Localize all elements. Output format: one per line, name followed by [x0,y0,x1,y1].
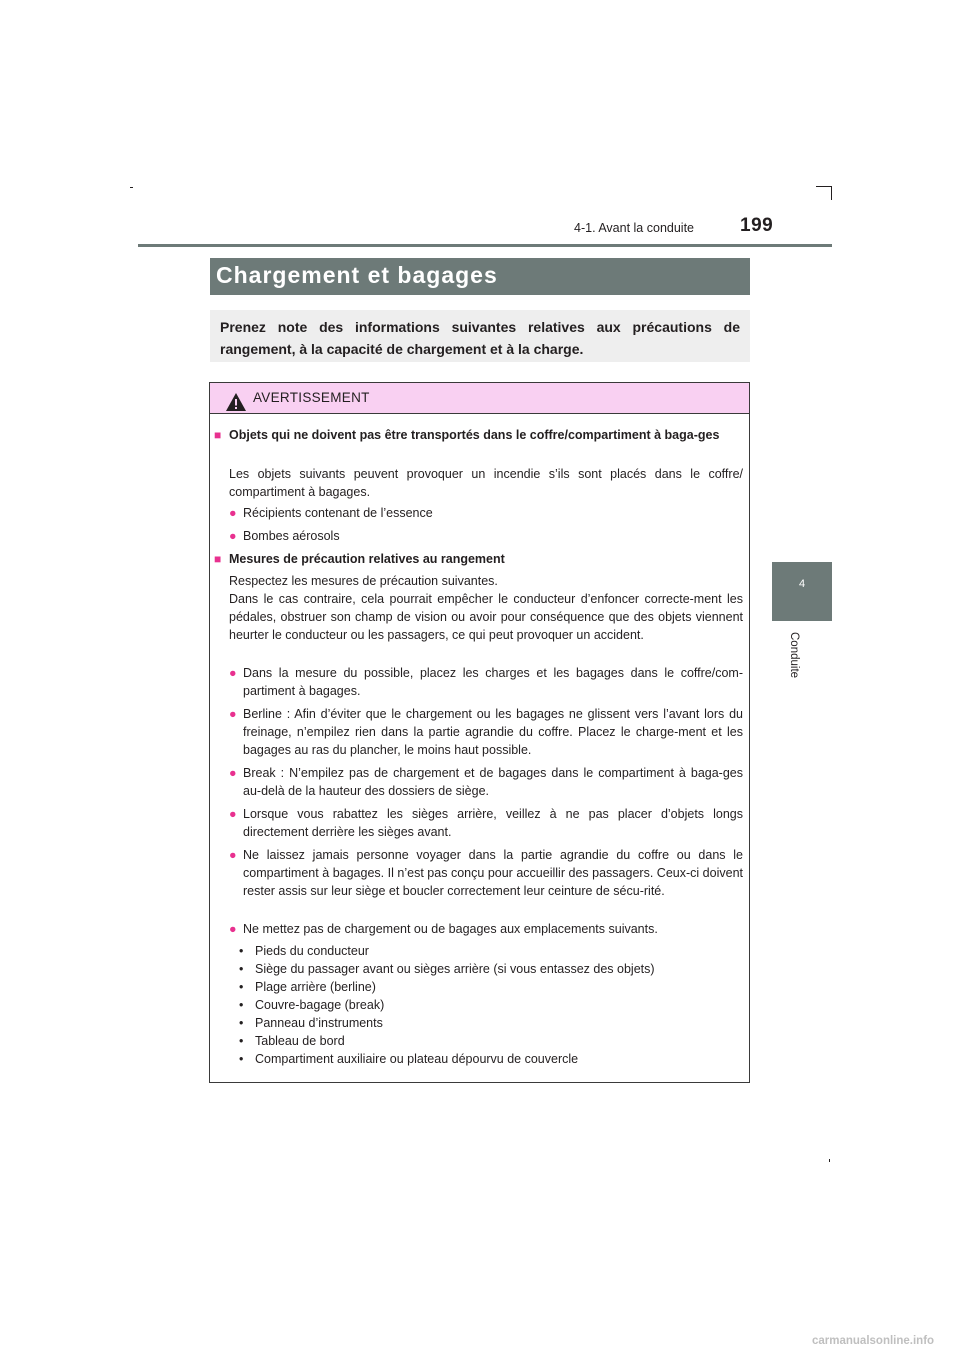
chapter-label [786,632,806,692]
circle-bullet-icon: ● [229,766,237,780]
chapter-label-text: Conduite [788,632,800,679]
crop-mark [831,186,832,200]
warning-header [210,383,749,414]
crop-mark [829,1159,830,1162]
section-text: Les objets suivants peuvent provoquer un incendie s’ils sont placés dans le coffre/ compartiment à bagages. [229,467,743,499]
section-heading: Mesures de précaution relatives au rangement [229,552,505,566]
crop-mark [816,186,832,187]
crop-mark [130,187,133,188]
circle-bullet-icon: ● [229,707,237,721]
circle-bullet-icon: ● [229,529,237,543]
section-text: Respectez les mesures de précaution suivantes. [229,574,498,588]
circle-bullet-icon: ● [229,848,237,862]
header-rule [138,244,832,247]
warning-triangle-icon [225,392,247,412]
circle-bullet-icon: ● [229,506,237,520]
section-heading: Objets qui ne doivent pas être transportés dans le coffre/compartiment à baga-ges [229,428,720,442]
chapter-number: 4 [798,578,806,590]
circle-bullet-icon: ● [229,807,237,821]
page-title: Chargement et bagages [216,262,498,288]
intro-box [210,310,750,362]
section-text: Dans le cas contraire, cela pourrait empêcher le conducteur d’enfoncer correcte-ment les pédales, obstruer son champ de vision ou avoir pour conséquence que des objets viennent heurter le conducteur ou les passagers, ce qui peut provoquer un accident. [229,592,743,642]
square-bullet-icon: ■ [214,552,222,566]
warning-box: AVERTISSEMENT ■ Objets qui ne doivent pas être transportés dans le coffre/compartiment à baga-ges Les objets suivants peuvent provoquer un incendie s’ils sont placés dans le coffre/ compartiment à bagages. ● Récipients contenant de l’essence ● Bombes aérosols ■ Mesures de précaution relatives au rangement Respectez les mesures de précaution suivantes. Dans le cas contraire, cela pourrait empêcher le conducteur d’enfoncer correcte-ment les pédales, obstruer son champ de vision ou avoir pour conséquence que des objets viennent heurter le conducteur ou les passagers, ce qui peut provoquer un accident. ● Dans la mesure du possible, placez les charges et les bagages dans le coffre/com-partiment à bagages. ● Berline : Afin d’éviter que le chargement ou les bagages ne glissent vers l’avant lors du freinage, n’empilez rien dans la partie agrandie du coffre. Placez le charge-ment et les bagages au ras du plancher, le moins haut possible. ● Break : N’empilez pas de chargement et de bagages dans le compartiment à baga-ges au-delà de la hauteur des dossiers de siège. ● Lorsque vous rabattez les sièges arrière, veillez à ne pas placer d’objets longs directement derrière les sièges avant. ● Ne laissez jamais personne voyager dans la partie agrandie du coffre ou dans le compartiment à bagages. Il n’est pas conçu pour accueillir des passagers. Ceux-ci doivent rester assis sur leur siège et boucler correctement leur ceinture de sécu-rité. ● Ne mettez pas de chargement ou de bagages aux emplacements suivants. • Pieds du conducteur • Siège du passager avant ou sièges arrière (si vous entassez des objets) • Plage arrière (berline) • Couvre-bagage (break) • Panneau d’instruments • Tableau de bord • Compartiment auxiliaire ou plateau dépourvu de couvercle [209,382,750,1083]
warning-title: AVERTISSEMENT [253,390,370,405]
chapter-tab[interactable] [772,562,832,621]
page-title-band [210,258,750,295]
section-breadcrumb: 4-1. Avant la conduite [574,221,694,235]
footer-watermark: carmanualsonline.info [812,1335,935,1347]
circle-bullet-icon: ● [229,922,237,936]
page-number: 199 [740,215,774,236]
intro-text: Prenez note des informations suivantes relatives aux précautions de rangement, à la capacité de chargement et à la charge. [220,319,740,357]
square-bullet-icon: ■ [214,428,222,442]
circle-bullet-icon: ● [229,666,237,680]
